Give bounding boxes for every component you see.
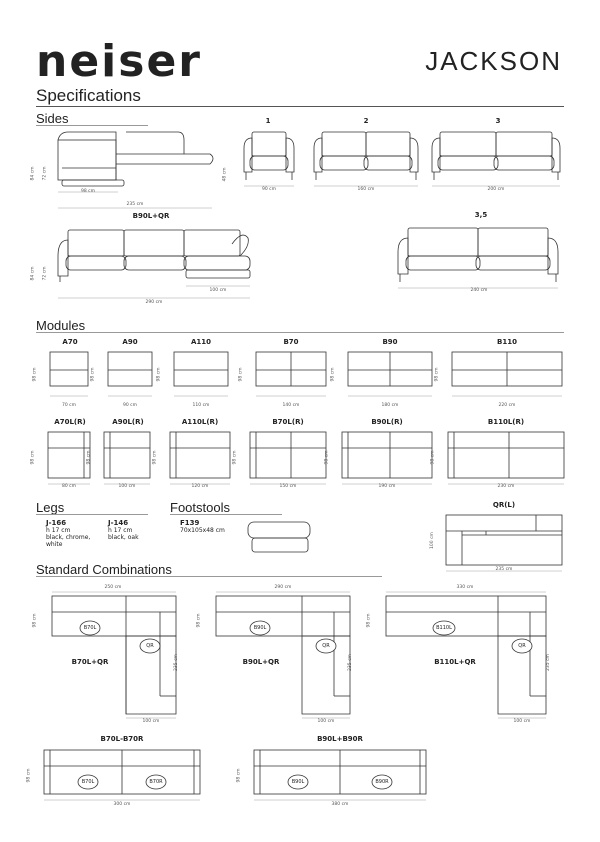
module-a70 bbox=[50, 352, 90, 402]
module-b70 bbox=[256, 352, 328, 402]
combo4-tag2: B70R bbox=[149, 779, 163, 785]
combo2-left: 98 cm bbox=[196, 613, 202, 628]
corner-label: B90L+QR bbox=[132, 212, 170, 220]
module-qr bbox=[446, 515, 566, 575]
module-a110-h: 98 cm bbox=[156, 367, 162, 382]
side-view-35 bbox=[396, 226, 566, 296]
module-b90lr bbox=[342, 432, 434, 488]
module-b110lr bbox=[448, 432, 566, 488]
module-b90-h: 98 cm bbox=[330, 367, 336, 382]
section-modules: Modules bbox=[36, 318, 86, 333]
module-a70-label: A70 bbox=[62, 338, 78, 346]
combo1-name: B70L+QR bbox=[71, 658, 109, 666]
side-35-width: 240 cm bbox=[470, 288, 488, 293]
modules-rule bbox=[36, 332, 564, 333]
combo1-bottom: 100 cm bbox=[142, 719, 160, 724]
combo5-name: B90L+B90R bbox=[317, 735, 363, 743]
brand-logo: neiser bbox=[36, 36, 202, 87]
combo3-name: B110L+QR bbox=[434, 658, 476, 666]
module-b70lr-w: 150 cm bbox=[279, 484, 297, 489]
sides-rule bbox=[36, 125, 148, 126]
standard-rule bbox=[36, 576, 382, 577]
combo4-bottom: 300 cm bbox=[113, 802, 131, 807]
combo5-bottom: 380 cm bbox=[331, 802, 349, 807]
module-a110lr-h: 98 cm bbox=[152, 450, 158, 465]
module-a90-w: 90 cm bbox=[122, 403, 137, 408]
combo-b70l-b70r bbox=[44, 750, 204, 808]
module-b70lr bbox=[250, 432, 328, 488]
footstool-size: 70x105x48 cm bbox=[180, 527, 225, 534]
module-a90lr-h: 98 cm bbox=[86, 450, 92, 465]
combo5-tag1: B90L bbox=[291, 779, 305, 785]
leg-j146-height: h 17 cm bbox=[108, 527, 133, 534]
product-name: JACKSON bbox=[425, 46, 562, 76]
combo2-bottom: 100 cm bbox=[317, 719, 335, 724]
combo3-tag1: B110L bbox=[436, 625, 452, 631]
module-b90-w: 180 cm bbox=[381, 403, 399, 408]
leg-j166-name: J-166 bbox=[46, 519, 67, 527]
combo4-tag1: B70L bbox=[81, 779, 95, 785]
section-sides: Sides bbox=[36, 111, 69, 126]
title-rule bbox=[36, 106, 564, 107]
module-a90lr-label: A90L(R) bbox=[112, 418, 144, 426]
module-b90-label: B90 bbox=[382, 338, 398, 346]
footstool-f139 bbox=[180, 520, 225, 534]
module-b70-label: B70 bbox=[283, 338, 299, 346]
corner-height-84: 84 cm bbox=[30, 166, 36, 181]
side-35-label: 3,5 bbox=[474, 211, 488, 219]
module-a110lr-w: 120 cm bbox=[191, 484, 209, 489]
module-a110lr-label: A110L(R) bbox=[181, 418, 219, 426]
b90-height-72: 72 cm bbox=[42, 266, 48, 281]
module-a110 bbox=[174, 352, 230, 402]
footstool-drawing bbox=[246, 520, 316, 560]
qr-width: 235 cm bbox=[495, 567, 513, 572]
module-a90lr bbox=[104, 432, 154, 488]
combo1-right: 235 cm bbox=[173, 654, 179, 671]
module-b110-label: B110 bbox=[497, 338, 517, 346]
module-b110 bbox=[452, 352, 564, 402]
combo-b90l-b90r bbox=[254, 750, 434, 808]
side-3-width: 200 cm bbox=[487, 187, 505, 192]
module-b90lr-h: 98 cm bbox=[324, 450, 330, 465]
module-a110lr bbox=[170, 432, 232, 488]
corner-height-72: 72 cm bbox=[42, 166, 48, 181]
leg-j146-name: J-146 bbox=[108, 519, 129, 527]
side-1-height: 48 cm bbox=[222, 167, 228, 182]
b90-height-84: 84 cm bbox=[30, 266, 36, 281]
combo5-left: 98 cm bbox=[236, 768, 242, 783]
leg-j166-colors: black, chrome, bbox=[46, 534, 91, 541]
module-a70-h: 98 cm bbox=[32, 367, 38, 382]
footstool-name: F139 bbox=[180, 519, 200, 527]
module-b110lr-label: B110L(R) bbox=[487, 418, 525, 426]
combo1-tag2: QR bbox=[146, 643, 154, 649]
combo3-left: 98 cm bbox=[366, 613, 372, 628]
module-a110-label: A110 bbox=[190, 338, 212, 346]
module-b90lr-w: 190 cm bbox=[378, 484, 396, 489]
qr-label: QR(L) bbox=[492, 501, 516, 509]
module-b70-h: 98 cm bbox=[238, 367, 244, 382]
module-a90 bbox=[108, 352, 154, 402]
combo2-name: B90L+QR bbox=[242, 658, 280, 666]
combo2-tag2: QR bbox=[322, 643, 330, 649]
leg-j146-colors: black, oak bbox=[108, 534, 139, 541]
side-view-1 bbox=[242, 130, 302, 190]
b90-width-290: 290 cm bbox=[145, 300, 163, 305]
module-a110-w: 110 cm bbox=[192, 403, 210, 408]
combo1-top: 250 cm bbox=[104, 585, 122, 590]
legs-rule bbox=[36, 514, 148, 515]
module-b90lr-label: B90L(R) bbox=[371, 418, 403, 426]
footstools-rule bbox=[170, 514, 282, 515]
combo3-top: 330 cm bbox=[456, 585, 474, 590]
module-a70lr-h: 98 cm bbox=[30, 450, 36, 465]
leg-j166-height: h 17 cm bbox=[46, 527, 71, 534]
side-view-3 bbox=[430, 130, 570, 190]
combo2-top: 290 cm bbox=[274, 585, 292, 590]
module-b110lr-h: 98 cm bbox=[430, 450, 436, 465]
combo1-tag1: B70L bbox=[83, 625, 97, 631]
side-1-label: 1 bbox=[265, 117, 271, 125]
combo2-tag1: B90L bbox=[253, 625, 267, 631]
side-2-label: 2 bbox=[363, 117, 369, 125]
module-a70lr-label: A70L(R) bbox=[54, 418, 86, 426]
combo2-right: 235 cm bbox=[347, 654, 353, 671]
combo3-right: 235 cm bbox=[545, 654, 551, 671]
combo5-tag2: B90R bbox=[375, 779, 389, 785]
section-footstools: Footstools bbox=[170, 500, 230, 515]
module-b110-w: 220 cm bbox=[498, 403, 516, 408]
page-title: Specifications bbox=[36, 86, 141, 105]
module-b90 bbox=[348, 352, 434, 402]
corner-width-235: 235 cm bbox=[126, 202, 144, 207]
combo3-bottom: 100 cm bbox=[513, 719, 531, 724]
module-b70lr-h: 98 cm bbox=[232, 450, 238, 465]
combo4-left: 98 cm bbox=[26, 768, 32, 783]
side-view-2 bbox=[312, 130, 422, 190]
side-1-width: 90 cm bbox=[261, 187, 276, 192]
combo3-tag2: QR bbox=[518, 643, 526, 649]
module-a90-h: 98 cm bbox=[90, 367, 96, 382]
side-3-label: 3 bbox=[495, 117, 501, 125]
module-b70lr-label: B70L(R) bbox=[272, 418, 304, 426]
leg-j146 bbox=[108, 520, 139, 541]
section-standard: Standard Combinations bbox=[36, 562, 172, 577]
leg-j166 bbox=[46, 520, 90, 548]
module-b110lr-w: 230 cm bbox=[497, 484, 515, 489]
module-a90lr-w: 100 cm bbox=[118, 484, 136, 489]
leg-j166-colors2: white bbox=[46, 541, 63, 548]
module-a70-w: 70 cm bbox=[61, 403, 76, 408]
corner-width-98: 98 cm bbox=[80, 189, 95, 194]
module-b70-w: 140 cm bbox=[282, 403, 300, 408]
module-a70lr-w: 80 cm bbox=[61, 484, 76, 489]
side-view-corner bbox=[58, 128, 218, 198]
module-a90-label: A90 bbox=[122, 338, 138, 346]
section-legs: Legs bbox=[36, 500, 65, 515]
side-2-width: 160 cm bbox=[357, 187, 375, 192]
side-view-b90-qr bbox=[56, 228, 256, 308]
module-b110-h: 98 cm bbox=[434, 367, 440, 382]
combo1-left: 98 cm bbox=[32, 613, 38, 628]
b90-width-100: 100 cm bbox=[209, 288, 227, 293]
combo4-name: B70L-B70R bbox=[100, 735, 144, 743]
qr-height: 100 cm bbox=[429, 532, 435, 549]
